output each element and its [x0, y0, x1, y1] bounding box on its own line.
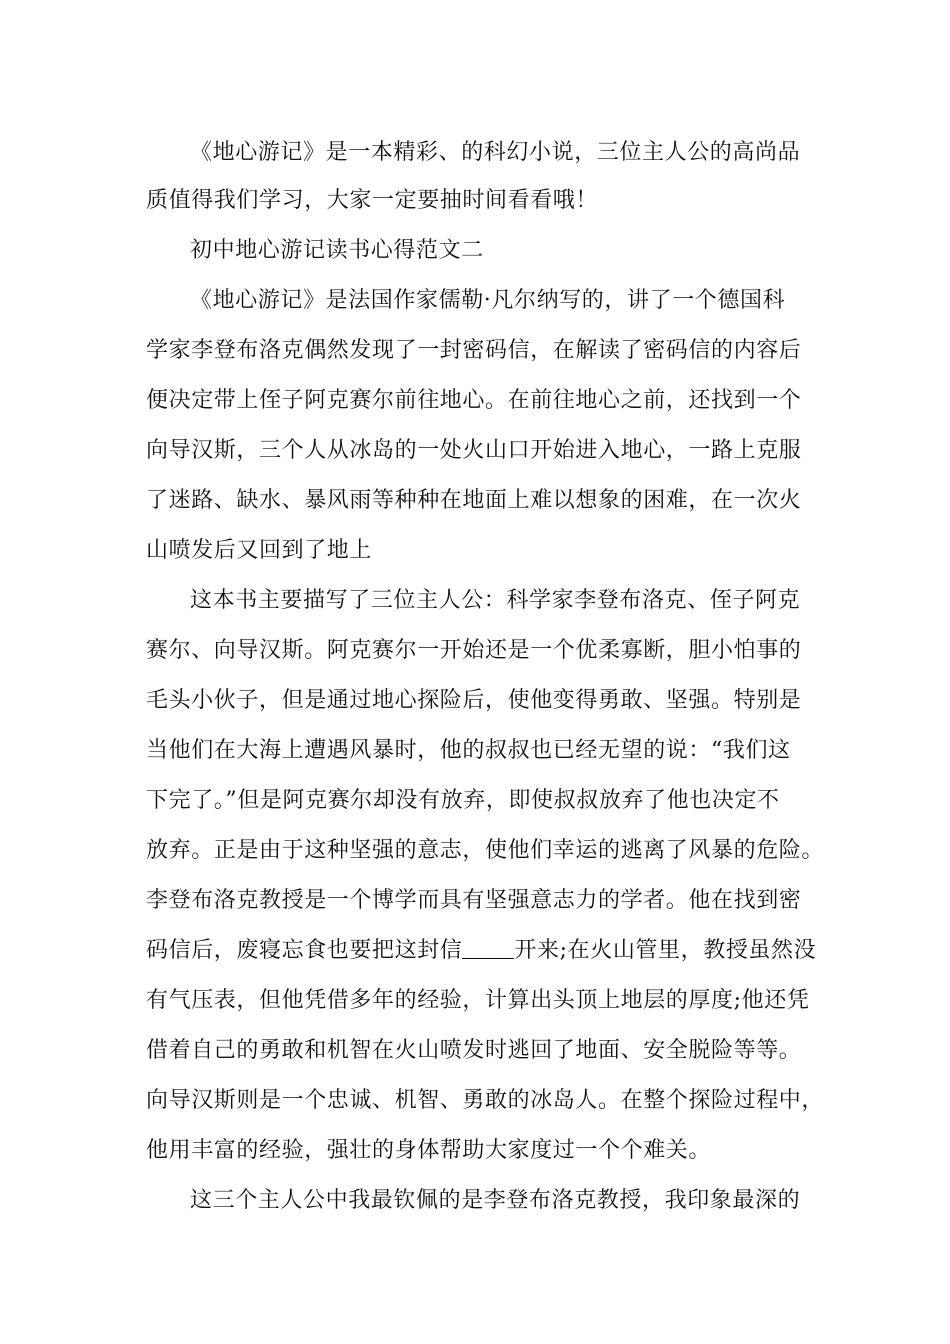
paragraph-line: 有气压表，但他凭借多年的经验，计算出头顶上地层的厚度;他还凭 [146, 988, 810, 1013]
fill-in-blank [462, 957, 514, 959]
paragraph-line: 《地心游记》是一本精彩、的科幻小说，三位主人公的高尚品 [190, 140, 801, 165]
paragraph-line: 这本书主要描写了三位主人公：科学家李登布洛克、侄子阿克 [190, 588, 801, 613]
paragraph-line: 便决定带上侄子阿克赛尔前往地心。在前往地心之前，还找到一个 [146, 388, 802, 413]
paragraph-line: 借着自己的勇敢和机智在火山喷发时逃回了地面、安全脱险等等。 [146, 1038, 802, 1063]
paragraph-line: 赛尔、向导汉斯。阿克赛尔一开始还是一个优柔寡断，胆小怕事的 [146, 638, 802, 663]
paragraph-line: 向导汉斯，三个人从冰岛的一处火山口开始进入地心，一路上克服 [146, 438, 802, 463]
paragraph-line: 这三个主人公中我最钦佩的是李登布洛克教授，我印象最深的 [190, 1188, 801, 1213]
paragraph-line: 《地心游记》是法国作家儒勒·凡尔纳写的，讲了一个德国科 [190, 288, 786, 313]
paragraph-line: 质值得我们学习，大家一定要抽时间看看哦！ [146, 188, 599, 213]
paragraph-line: 了迷路、缺水、暴风雨等种种在地面上难以想象的困难，在一次火 [146, 488, 802, 513]
paragraph-line: 他用丰富的经验，强壮的身体帮助大家度过一个个难关。 [146, 1138, 712, 1163]
paragraph-line: 下完了。”但是阿克赛尔却没有放弃，即使叔叔放弃了他也决定不 [146, 788, 780, 813]
paragraph-line: 放弃。正是由于这种坚强的意志，使他们幸运的逃离了风暴的危险。 [146, 838, 825, 863]
paragraph-line: 毛头小伙子，但是通过地心探险后，使他变得勇敢、坚强。特别是 [146, 688, 802, 713]
paragraph-line: 当他们在大海上遭遇风暴时，他的叔叔也已经无望的说：“我们这 [146, 738, 791, 763]
paragraph-line: 李登布洛克教授是一个博学而具有坚强意志力的学者。他在找到密 [146, 888, 802, 913]
paragraph-line: 山喷发后又回到了地上 [146, 538, 373, 563]
paragraph-text: 开来;在火山管里，教授虽然没 [514, 938, 817, 963]
paragraph-line [146, 938, 826, 964]
paragraph-line: 学家李登布洛克偶然发现了一封密码信，在解读了密码信的内容后 [146, 338, 802, 363]
paragraph-text: 码信后，废寝忘食也要把这封信 [146, 938, 463, 963]
paragraph-line: 向导汉斯则是一个忠诚、机智、勇敢的冰岛人。在整个探险过程中， [146, 1088, 825, 1113]
section-heading: 初中地心游记读书心得范文二 [190, 238, 484, 263]
